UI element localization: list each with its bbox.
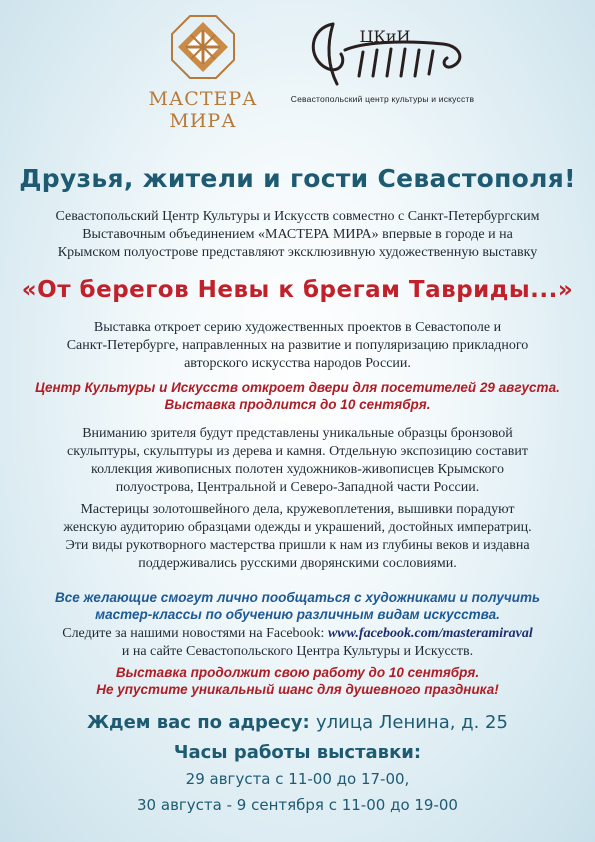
exhibition-title: «От берегов Невы к брегам Тавриды...» [21, 277, 574, 303]
description-paragraph [0, 425, 595, 573]
hours-line: 29 августа с 11-00 до 17-00, [185, 770, 410, 788]
closing-line: Не упустите уникальный шанс для душевного праздника! [96, 682, 499, 697]
dates-line: Выставка продлится до 10 сентября. [164, 397, 431, 412]
intro-paragraph [0, 208, 595, 262]
about-line: Санкт-Петербурге, направленных на развитие и популяризацию прикладного [66, 338, 529, 353]
closing-notice [0, 664, 595, 698]
intro-line: Крымском полуострове представляют эксклюзивную художественную выставку [57, 245, 538, 260]
description-line: скульптуры, скульптуры из дерева и камня. Отдельную экспозицию составит [67, 444, 528, 459]
facebook-link[interactable]: www.facebook.com/masteramiraval [327, 626, 533, 641]
logo-right-caption: Севастопольский центр культуры и искусств [290, 94, 475, 104]
follow-line [0, 625, 595, 643]
description-line: коллекция живописных полотен художников-живописцев Крымского [91, 462, 504, 477]
about-line: авторского искусства народов России. [184, 356, 411, 371]
logo-left-line2: МИРА [169, 110, 237, 132]
follow-suffix: и на сайте Севастопольского Центра Культуры и Искусств. [121, 644, 474, 659]
masterclass-notice [0, 589, 595, 623]
description-line: Вниманию зрителя будут представлены уникальные образцы бронзовой [82, 426, 513, 441]
dates-line: Центр Культуры и Искусств откроет двери для посетителей 29 августа. [35, 380, 560, 395]
hours-title: Часы работы выставки: [173, 742, 422, 763]
ornament-icon [170, 14, 236, 80]
address-line [0, 712, 595, 733]
logo-mastera-mira [148, 14, 258, 132]
follow-prefix: Следите за нашими новостями на Facebook: [62, 626, 328, 641]
masterclass-line: мастер-классы по обучению различным видам искусства. [95, 607, 500, 622]
about-line: Выставка откроет серию художественных проектов в Севастополе и [93, 320, 502, 335]
description-line: полуострова, Центральной и Северо-Западной части России. [115, 480, 480, 495]
hours-list [0, 766, 595, 818]
hours-line: 30 августа - 9 сентября с 11-00 до 19-00 [137, 796, 458, 814]
lyre-icon [293, 14, 473, 90]
description-line: Мастерицы золотошвейного дела, кружевоплетения, вышивки порадуют [80, 502, 515, 517]
follow-paragraph [0, 625, 595, 661]
description-line: поддерживались русскими дворянскими сословиями. [138, 556, 457, 571]
dates-notice [0, 379, 595, 413]
description-line: Эти виды рукотворного мастерства пришли к нам из глубины веков и издавна [65, 538, 530, 553]
intro-line: Севастопольский Центр Культуры и Искусств совместно с Санкт-Петербургским [55, 209, 540, 224]
intro-line: Выставочным объединением «МАСТЕРА МИРА» впервые в городе и на [82, 227, 513, 242]
address-value: улица Ленина, д. 25 [315, 712, 508, 733]
logo-left-line1: МАСТЕРА [148, 88, 258, 110]
logo-ckii [280, 14, 485, 104]
logo-right-mark: ЦКиИ [359, 27, 410, 46]
address-label: Ждем вас по адресу: [87, 712, 310, 733]
description-line: женскую аудиторию образцами одежды и украшений, достойных императриц. [63, 520, 532, 535]
closing-line: Выставка продолжит свою работу до 10 сентября. [115, 665, 480, 680]
headline: Друзья, жители и гости Севастополя! [19, 164, 576, 193]
masterclass-line: Все желающие смогут лично пообщаться с художниками и получить [54, 590, 541, 605]
about-paragraph [0, 319, 595, 373]
